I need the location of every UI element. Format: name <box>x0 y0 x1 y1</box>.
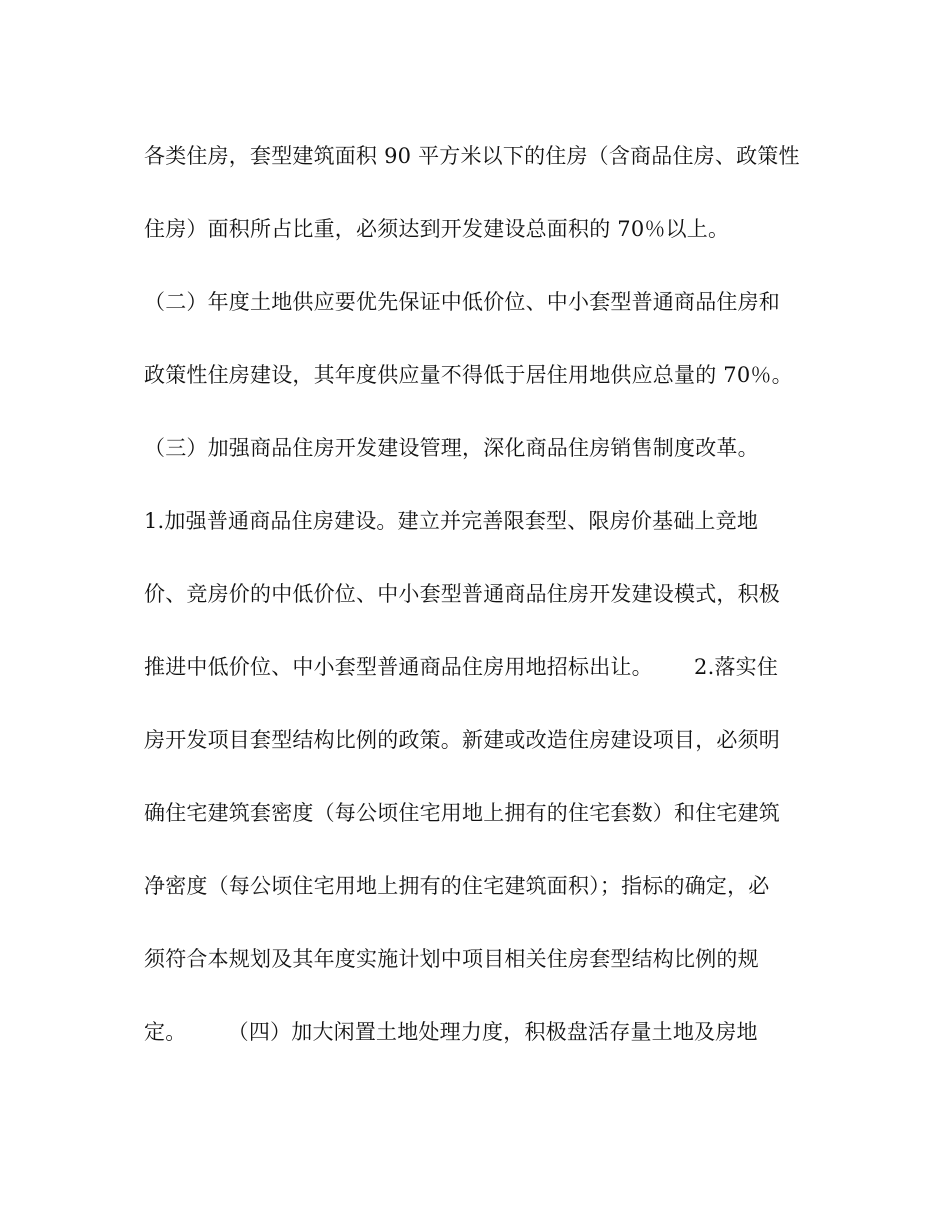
body-text-line: 确住宅建筑套密度（每公顷住宅用地上拥有的住宅套数）和住宅建筑 <box>144 801 780 825</box>
body-text-line: 政策性住房建设，其年度供应量不得低于居住用地供应总量的 70％。 <box>144 363 793 387</box>
body-text-line: （三）加强商品住房开发建设管理，深化商品住房销售制度改革。 <box>144 436 759 460</box>
body-text-line: 价、竞房价的中低价位、中小套型普通商品住房开发建设模式，积极 <box>144 582 780 606</box>
body-text-line: 房开发项目套型结构比例的政策。新建或改造住房建设项目，必须明 <box>144 728 780 752</box>
body-text-line: 定。 （四）加大闲置土地处理力度，积极盘活存量土地及房地 <box>144 1020 758 1044</box>
body-text-line: 各类住房，套型建筑面积 90 平方米以下的住房（含商品住房、政策性 <box>144 144 800 168</box>
body-text-line: 1.加强普通商品住房建设。建立并完善限套型、限房价基础上竞地 <box>144 509 759 533</box>
body-text-line: 住房）面积所占比重，必须达到开发建设总面积的 70％以上。 <box>144 217 730 241</box>
body-text-line: 推进中低价位、中小套型普通商品住房用地招标出让。 2.落实住 <box>144 655 779 679</box>
body-text-line: 须符合本规划及其年度实施计划中项目相关住房套型结构比例的规 <box>144 947 759 971</box>
body-text-line: 净密度（每公顷住宅用地上拥有的住宅建筑面积）；指标的确定，必 <box>144 874 770 898</box>
body-text-line: （二）年度土地供应要优先保证中低价位、中小套型普通商品住房和 <box>144 290 780 314</box>
